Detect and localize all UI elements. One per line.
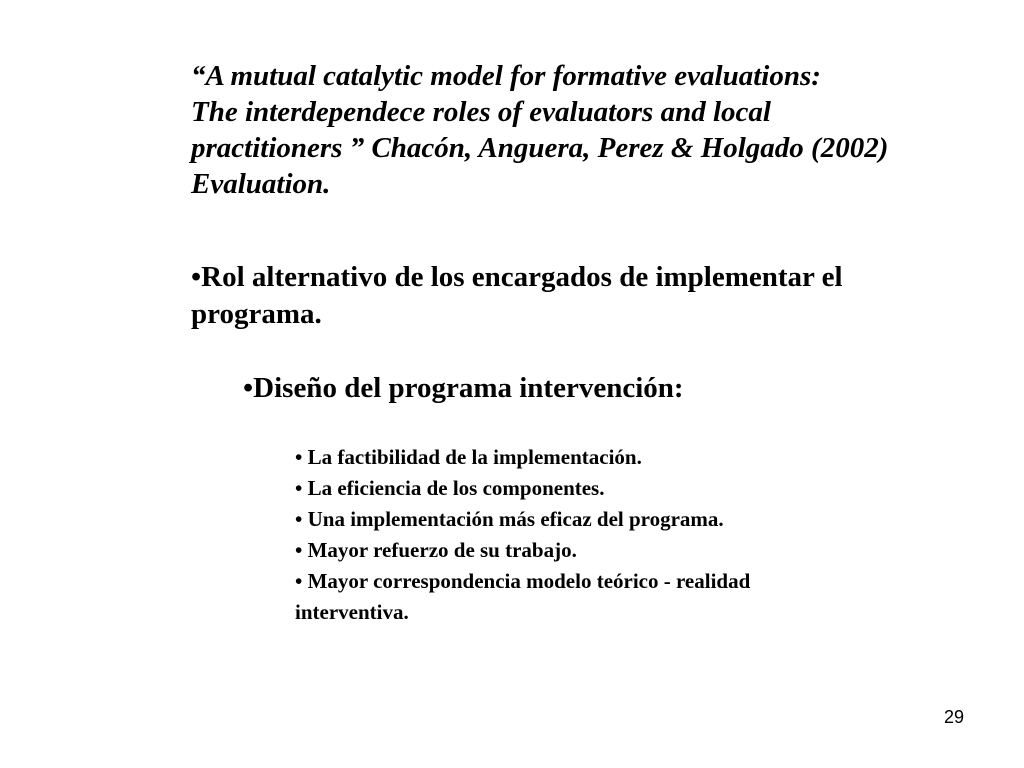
list-item: • Mayor refuerzo de su trabajo. — [295, 538, 577, 562]
list-item-continuation: interventiva. — [295, 600, 409, 624]
list-item: • Una implementación más eficaz del programa. — [295, 507, 724, 531]
list-item: • La factibilidad de la implementación. — [295, 445, 642, 469]
page-number: 29 — [943, 707, 964, 727]
sub-bullet-heading: •Diseño del programa intervención: — [243, 372, 684, 404]
main-bullet — [191, 259, 991, 333]
main-bullet-line: •Rol alternativo de los encargados de implementar el — [191, 261, 843, 293]
benefits-list — [295, 442, 975, 628]
main-bullet-line: programa. — [191, 298, 322, 330]
list-item — [295, 566, 975, 628]
list-item-text: • Mayor correspondencia modelo teórico - realidad — [295, 569, 751, 593]
citation-line: Evaluation. — [191, 168, 331, 200]
citation-line: practitioners ” Chacón, Anguera, Perez & Holgado (2002) — [191, 132, 889, 164]
citation-line: “A mutual catalytic model for formative evaluations: — [191, 60, 821, 92]
citation-heading — [191, 58, 991, 202]
citation-line: The interdependece roles of evaluators and local — [191, 96, 771, 128]
list-item: • La eficiencia de los componentes. — [295, 476, 605, 500]
